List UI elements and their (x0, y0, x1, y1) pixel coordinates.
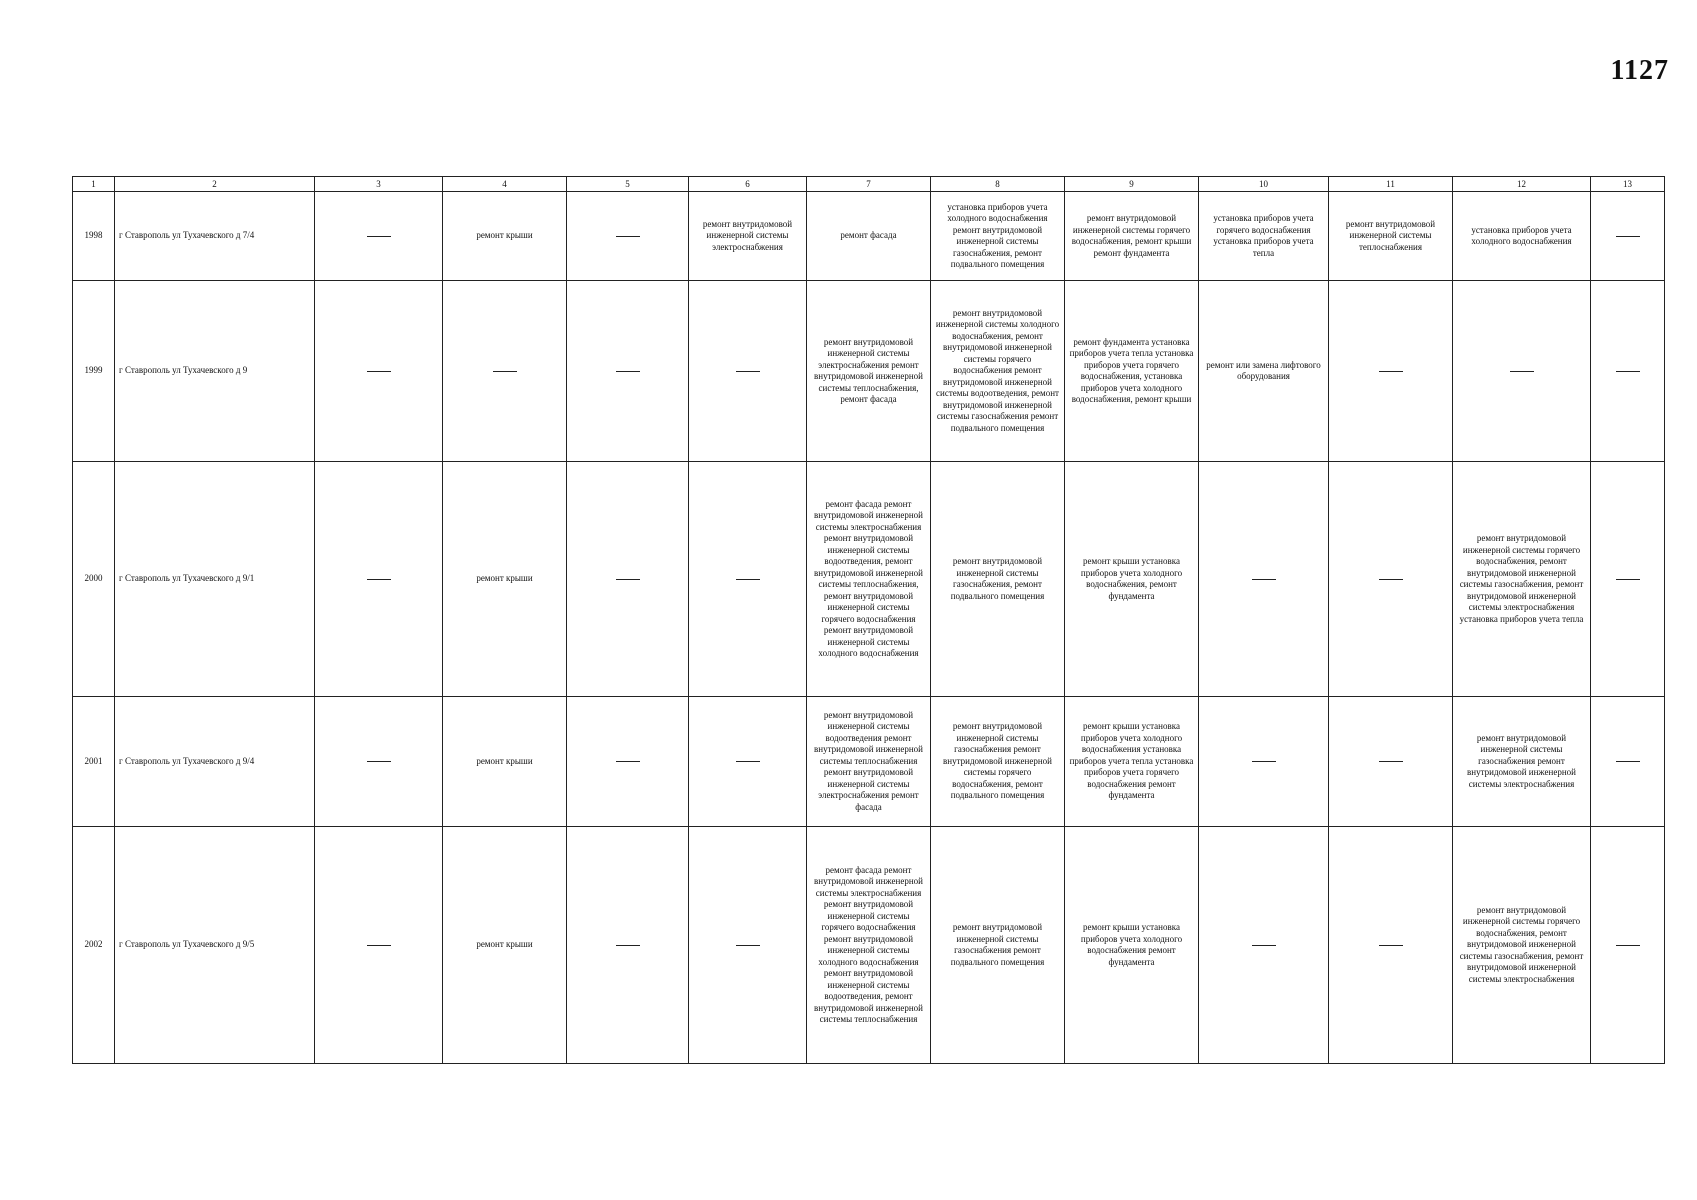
row-number-cell: 1999 (73, 281, 115, 462)
dash-mark (1510, 371, 1534, 372)
empty-cell (315, 827, 443, 1064)
work-cell: ремонт внутридомовой инженерной системы горячего водоснабжения, ремонт крыши ремонт фундамента (1065, 192, 1199, 281)
empty-cell (1453, 281, 1591, 462)
dash-mark (367, 236, 391, 237)
empty-cell (1591, 192, 1665, 281)
work-cell: установка приборов учета холодного водоснабжения (1453, 192, 1591, 281)
empty-cell (567, 462, 689, 697)
work-cell: ремонт внутридомовой инженерной системы горячего водоснабжения, ремонт внутридомовой инженерной системы газоснабжения, ремонт внутридомовой инженерной системы электроснабжения установка приборов учета тепла (1453, 462, 1591, 697)
empty-cell (1199, 462, 1329, 697)
dash-mark (1252, 579, 1276, 580)
dash-mark (1379, 371, 1403, 372)
column-number: 8 (931, 177, 1065, 192)
work-cell: ремонт внутридомовой инженерной системы горячего водоснабжения, ремонт внутридомовой инженерной системы газоснабжения, ремонт внутридомовой инженерной системы электроснабжения (1453, 827, 1591, 1064)
column-number: 6 (689, 177, 807, 192)
work-cell: ремонт внутридомовой инженерной системы холодного водоснабжения, ремонт внутридомовой инженерной системы горячего водоснабжения ремонт внутридомовой инженерной системы водоотведения, ремонт внутридомовой инженерной системы газоснабжения ремонт подвального помещения (931, 281, 1065, 462)
row-number-cell: 2000 (73, 462, 115, 697)
dash-mark (1616, 236, 1640, 237)
empty-cell (315, 281, 443, 462)
column-number: 7 (807, 177, 931, 192)
dash-mark (1616, 761, 1640, 762)
address-cell: г Ставрополь ул Тухачевского д 9 (115, 281, 315, 462)
dash-mark (367, 579, 391, 580)
work-cell: ремонт внутридомовой инженерной системы водоотведения ремонт внутридомовой инженерной системы теплоснабжения ремонт внутридомовой инженерной системы электроснабжения ремонт фасада (807, 697, 931, 827)
table-body (73, 177, 1665, 1064)
dash-mark (1379, 945, 1403, 946)
work-cell: ремонт крыши установка приборов учета холодного водоснабжения, ремонт фундамента (1065, 462, 1199, 697)
table-row (73, 281, 1665, 462)
work-cell: ремонт крыши (443, 827, 567, 1064)
work-cell: ремонт фасада ремонт внутридомовой инженерной системы электроснабжения ремонт внутридомовой инженерной системы водоотведения, ремонт внутридомовой инженерной системы теплоснабжения, ремонт внутридомовой инженерной системы горячего водоснабжения ремонт внутридомовой инженерной системы холодного водоснабжения (807, 462, 931, 697)
empty-cell (1199, 697, 1329, 827)
empty-cell (567, 192, 689, 281)
column-number: 5 (567, 177, 689, 192)
dash-mark (1252, 761, 1276, 762)
row-number-cell: 2002 (73, 827, 115, 1064)
address-cell: г Ставрополь ул Тухачевского д 9/5 (115, 827, 315, 1064)
work-cell: ремонт или замена лифтового оборудования (1199, 281, 1329, 462)
table-row (73, 192, 1665, 281)
empty-cell (567, 827, 689, 1064)
dash-mark (616, 761, 640, 762)
dash-mark (736, 579, 760, 580)
work-cell: ремонт крыши (443, 462, 567, 697)
work-cell: ремонт внутридомовой инженерной системы газоснабжения ремонт внутридомовой инженерной системы электроснабжения (1453, 697, 1591, 827)
address-cell: г Ставрополь ул Тухачевского д 9/1 (115, 462, 315, 697)
empty-cell (1591, 462, 1665, 697)
work-cell: ремонт фасада (807, 192, 931, 281)
empty-cell (443, 281, 567, 462)
work-cell: ремонт внутридомовой инженерной системы газоснабжения ремонт подвального помещения (931, 827, 1065, 1064)
empty-cell (567, 281, 689, 462)
column-number-row (73, 177, 1665, 192)
empty-cell (1329, 697, 1453, 827)
empty-cell (689, 827, 807, 1064)
empty-cell (1329, 281, 1453, 462)
address-cell: г Ставрополь ул Тухачевского д 9/4 (115, 697, 315, 827)
work-cell: ремонт внутридомовой инженерной системы электроснабжения ремонт внутридомовой инженерной системы теплоснабжения, ремонт фасада (807, 281, 931, 462)
empty-cell (1199, 827, 1329, 1064)
dash-mark (367, 945, 391, 946)
column-number: 12 (1453, 177, 1591, 192)
work-cell: ремонт внутридомовой инженерной системы электроснабжения (689, 192, 807, 281)
work-cell: ремонт внутридомовой инженерной системы теплоснабжения (1329, 192, 1453, 281)
empty-cell (567, 697, 689, 827)
repair-schedule-table (72, 176, 1665, 1064)
work-cell: ремонт внутридомовой инженерной системы газоснабжения ремонт внутридомовой инженерной системы горячего водоснабжения, ремонт подвального помещения (931, 697, 1065, 827)
work-cell: ремонт крыши установка приборов учета холодного водоснабжения ремонт фундамента (1065, 827, 1199, 1064)
dash-mark (736, 761, 760, 762)
work-cell: ремонт фундамента установка приборов учета тепла установка приборов учета горячего водоснабжения, установка приборов учета холодного водоснабжения, ремонт крыши (1065, 281, 1199, 462)
dash-mark (616, 945, 640, 946)
row-number-cell: 1998 (73, 192, 115, 281)
dash-mark (736, 371, 760, 372)
empty-cell (315, 192, 443, 281)
dash-mark (616, 371, 640, 372)
empty-cell (1329, 462, 1453, 697)
empty-cell (689, 281, 807, 462)
dash-mark (367, 761, 391, 762)
dash-mark (1616, 945, 1640, 946)
page-number: 1127 (1610, 55, 1669, 86)
address-cell: г Ставрополь ул Тухачевского д 7/4 (115, 192, 315, 281)
column-number: 4 (443, 177, 567, 192)
empty-cell (1329, 827, 1453, 1064)
dash-mark (1616, 371, 1640, 372)
dash-mark (1616, 579, 1640, 580)
column-number: 10 (1199, 177, 1329, 192)
table-row (73, 462, 1665, 697)
column-number: 3 (315, 177, 443, 192)
table-row (73, 827, 1665, 1064)
dash-mark (1252, 945, 1276, 946)
empty-cell (315, 462, 443, 697)
dash-mark (1379, 579, 1403, 580)
empty-cell (689, 462, 807, 697)
column-number: 13 (1591, 177, 1665, 192)
column-number: 1 (73, 177, 115, 192)
work-cell: ремонт крыши (443, 192, 567, 281)
work-cell: ремонт крыши установка приборов учета холодного водоснабжения установка приборов учета тепла установка приборов учета горячего водоснабжения ремонт фундамента (1065, 697, 1199, 827)
work-cell: установка приборов учета холодного водоснабжения ремонт внутридомовой инженерной системы газоснабжения, ремонт подвального помещения (931, 192, 1065, 281)
empty-cell (315, 697, 443, 827)
dash-mark (616, 236, 640, 237)
column-number: 2 (115, 177, 315, 192)
table-row (73, 697, 1665, 827)
empty-cell (1591, 281, 1665, 462)
work-cell: установка приборов учета горячего водоснабжения установка приборов учета тепла (1199, 192, 1329, 281)
column-number: 9 (1065, 177, 1199, 192)
dash-mark (1379, 761, 1403, 762)
dash-mark (616, 579, 640, 580)
empty-cell (1591, 697, 1665, 827)
column-number: 11 (1329, 177, 1453, 192)
work-cell: ремонт крыши (443, 697, 567, 827)
empty-cell (1591, 827, 1665, 1064)
work-cell: ремонт внутридомовой инженерной системы газоснабжения, ремонт подвального помещения (931, 462, 1065, 697)
dash-mark (493, 371, 517, 372)
dash-mark (367, 371, 391, 372)
empty-cell (689, 697, 807, 827)
dash-mark (736, 945, 760, 946)
work-cell: ремонт фасада ремонт внутридомовой инженерной системы электроснабжения ремонт внутридомовой инженерной системы горячего водоснабжения ремонт внутридомовой инженерной системы холодного водоснабжения ремонт внутридомовой инженерной системы водоотведения, ремонт внутридомовой инженерной системы теплоснабжения (807, 827, 931, 1064)
row-number-cell: 2001 (73, 697, 115, 827)
